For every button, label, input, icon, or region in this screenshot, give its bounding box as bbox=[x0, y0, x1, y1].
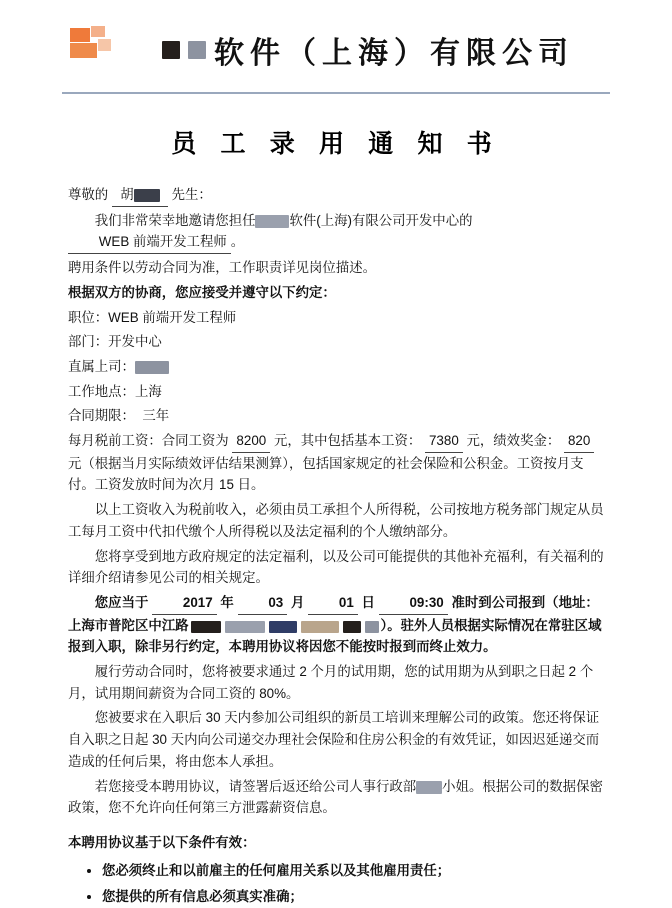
intro-paragraph-line2: 聘用条件以劳动合同为准，工作职责详见岗位描述。 bbox=[68, 260, 376, 276]
redaction-block-hr-name bbox=[416, 781, 442, 794]
report-tail: 准时到公司报到（地址：上海市普陀区中江路 bbox=[68, 594, 599, 633]
report-month-unit: 月 bbox=[290, 594, 305, 610]
salutation-prefix: 尊敬的 bbox=[68, 187, 109, 202]
benefits-paragraph: 您将享受到地方政府规定的法定福利，以及公司可能提供的其他补充福利，有关福利的详细介绍请参见公司的相关规定。 bbox=[68, 548, 604, 586]
report-day: 01 bbox=[308, 592, 358, 615]
redaction-block-address-5 bbox=[343, 621, 361, 633]
probation-paragraph: 履行劳动合同时，您将被要求通过 2 个月的试用期，您的试用期为从到职之日起 2 个月，试用期间薪资为合同工资的 80%。 bbox=[68, 664, 594, 701]
field-contract-term-label: 合同期限： bbox=[68, 408, 135, 424]
report-month: 03 bbox=[238, 592, 288, 615]
salutation-suffix: 先生： bbox=[171, 187, 212, 202]
report-year: 2017 bbox=[152, 592, 217, 615]
base-salary-value: 7380 bbox=[425, 430, 463, 453]
salary-prefix: 每月税前工资：合同工资为 bbox=[68, 433, 229, 449]
field-supervisor-label: 直属上司： bbox=[68, 358, 135, 374]
field-position-value: WEB 前端开发工程师 bbox=[108, 309, 237, 325]
conditions-list bbox=[68, 860, 604, 908]
company-name: 软件（上海）有限公司 bbox=[214, 37, 574, 70]
list-item: • 您提供的所有信息必须真实准确； bbox=[102, 886, 604, 908]
redaction-block-address-2 bbox=[225, 621, 265, 633]
document-header bbox=[62, 0, 610, 94]
page-title: 员 工 录 用 通 知 书 bbox=[171, 131, 501, 158]
report-year-unit: 年 bbox=[220, 594, 234, 610]
redaction-block-company bbox=[255, 215, 289, 228]
field-supervisor bbox=[68, 356, 604, 378]
intro-text-b: 软件(上海)有限公司开发中心的 bbox=[289, 212, 473, 228]
field-position bbox=[68, 307, 604, 329]
salutation-line bbox=[68, 184, 604, 207]
field-department-label: 部门： bbox=[68, 334, 109, 350]
redaction-block-address-4 bbox=[301, 621, 339, 633]
position-underlined: WEB 前端开发工程师 bbox=[68, 231, 231, 254]
field-location bbox=[68, 381, 604, 403]
recipient-name bbox=[112, 184, 168, 207]
field-contract-term bbox=[68, 405, 604, 427]
report-after: ）。驻外人员根据实际情况在常驻区域报到入职，除非另行约定，本聘用协议将因您不能按时报到而终止效力。 bbox=[68, 617, 602, 655]
field-position-label: 职位： bbox=[68, 309, 109, 325]
conditions-heading: 本聘用协议基于以下条件有效： bbox=[68, 834, 256, 850]
field-department bbox=[68, 331, 604, 353]
return-paragraph bbox=[68, 776, 604, 819]
company-logo-icon bbox=[70, 26, 116, 60]
redaction-block-name bbox=[134, 189, 160, 202]
company-name-line bbox=[162, 28, 610, 72]
report-lead: 您应当于 bbox=[94, 594, 149, 610]
return-text-b: 小姐。根据公司的数据保密政策，您不允许向任何第三方泄露薪资信息。 bbox=[68, 778, 603, 816]
field-contract-term-value: 三年 bbox=[142, 408, 170, 424]
field-department-value: 开发中心 bbox=[108, 334, 162, 350]
field-location-label: 工作地点： bbox=[68, 383, 135, 399]
return-text-a: 若您接受本聘用协议，请签署后返还给公司人事行政部 bbox=[94, 778, 417, 794]
report-time: 09:30 bbox=[379, 592, 448, 615]
intro-text-a: 我们非常荣幸地邀请您担任 bbox=[94, 212, 256, 228]
report-paragraph bbox=[68, 592, 604, 658]
intro-text-c: 。 bbox=[230, 234, 245, 250]
redaction-block-address-6 bbox=[365, 621, 379, 633]
redaction-block-address-3 bbox=[269, 621, 297, 633]
report-day-unit: 日 bbox=[361, 594, 375, 610]
salary-unit-1: 元，其中包括基本工资： bbox=[273, 433, 422, 449]
intro-paragraph-line1 bbox=[68, 210, 604, 254]
bonus-value: 820 bbox=[564, 430, 594, 453]
tax-paragraph: 以上工资收入为税前收入，必须由员工承担个人所得税，公司按地方税务部门规定从员工每月工资中代扣代缴个人所得税以及法定福利的个人缴纳部分。 bbox=[68, 502, 604, 539]
document-body bbox=[68, 184, 604, 908]
salary-unit-3: 元（根据当月实际绩效评估结果测算），包括国家规定的社会保险和公积金。工资按月支付。工资发放时间为次月 15 日。 bbox=[68, 455, 584, 493]
redaction-block-supervisor bbox=[135, 361, 169, 374]
redaction-block-header-1 bbox=[162, 41, 180, 59]
field-location-value: 上海 bbox=[134, 383, 162, 399]
contract-salary-value: 8200 bbox=[232, 430, 270, 453]
agreement-heading: 根据双方的协商，您应接受并遵守以下约定： bbox=[68, 284, 336, 300]
list-item: • 您必须终止和以前雇主的任何雇用关系以及其他雇用责任； bbox=[102, 860, 604, 882]
salary-unit-2: 元，绩效奖金： bbox=[466, 433, 561, 449]
training-paragraph: 您被要求在入职后 30 天内参加公司组织的新员工培训来理解公司的政策。您还将保证自入职之日起 30 天内向公司递交办理社会保险和住房公积金的有效凭证，如因迟延递交而造成的任何后果，将由您本人承担。 bbox=[68, 710, 600, 769]
redaction-block-header-2 bbox=[188, 41, 206, 59]
redaction-block-address-1 bbox=[191, 621, 221, 633]
salary-paragraph bbox=[68, 430, 604, 496]
recipient-name-text: 胡 bbox=[120, 187, 134, 202]
